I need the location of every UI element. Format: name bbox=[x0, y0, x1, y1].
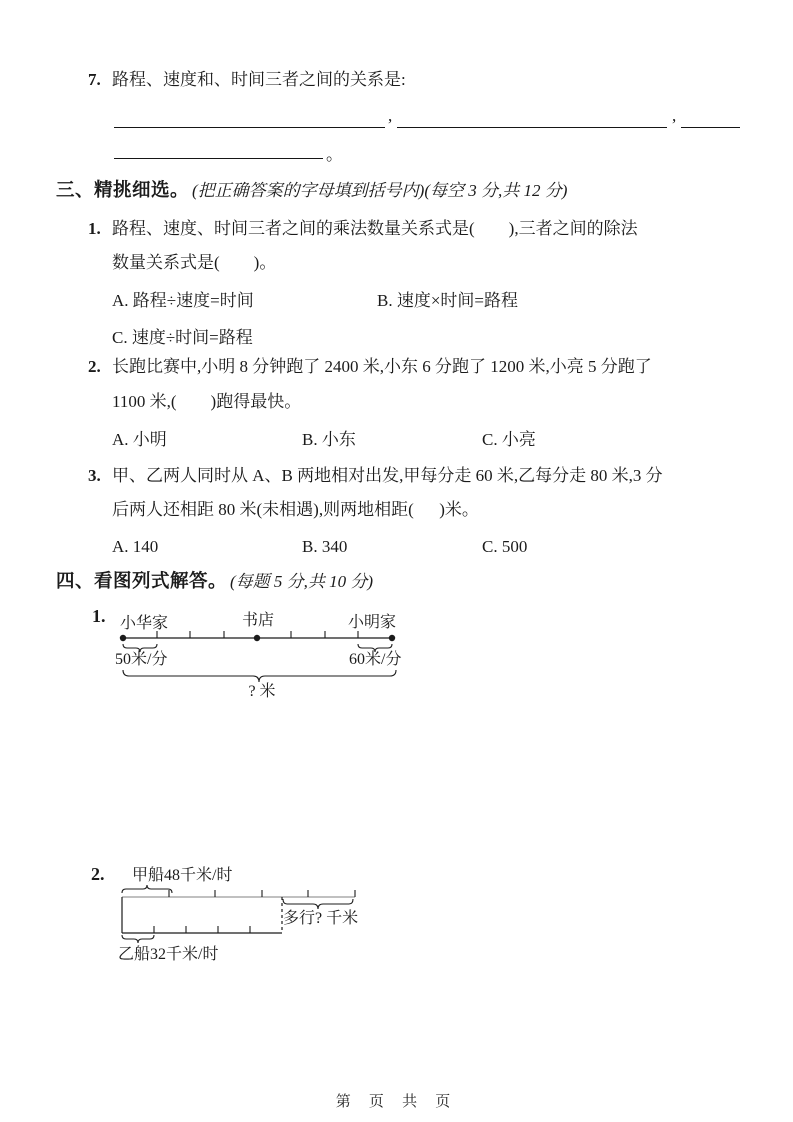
mc2-option-b: B. 小东 bbox=[302, 430, 356, 449]
diagram1-label-right: 小明家 bbox=[348, 614, 397, 631]
mc2-number: 2. bbox=[88, 357, 101, 376]
mc2-line2: 1100 米,( )跑得最快。 bbox=[112, 392, 302, 411]
mc3-option-a: A. 140 bbox=[112, 537, 159, 556]
ship-a-segment-brace bbox=[122, 885, 172, 893]
q7-period: 。 bbox=[326, 145, 343, 164]
ship-b-ticks bbox=[154, 926, 250, 933]
q7-text: 路程、速度和、时间三者之间的关系是: bbox=[112, 70, 406, 89]
diagram2-number: 2. bbox=[91, 864, 105, 884]
mc1-option-a: A. 路程÷速度=时间 bbox=[112, 291, 254, 310]
diagram1-number: 1. bbox=[92, 606, 106, 626]
diagram2-extra-label: 多行? 千米 bbox=[283, 910, 359, 927]
total-distance-brace bbox=[123, 670, 396, 682]
q7-comma-2: , bbox=[672, 106, 677, 125]
endpoint-dot-right bbox=[389, 635, 395, 641]
endpoint-dot-left bbox=[120, 635, 126, 641]
mc2-option-c: C. 小亮 bbox=[482, 430, 536, 449]
diagram1-label-left: 小华家 bbox=[120, 615, 169, 632]
q7-answer-blank-3 bbox=[681, 109, 740, 128]
mc3-option-c: C. 500 bbox=[482, 537, 528, 556]
mc1-option-b: B. 速度×时间=路程 bbox=[377, 291, 519, 310]
section3-title: 三、精挑细选。 bbox=[56, 179, 190, 200]
q7-number: 7. bbox=[88, 70, 101, 89]
section3-note: (把正确答案的字母填到括号内)(每空 3 分,共 12 分) bbox=[192, 181, 568, 200]
ship-a-ticks bbox=[169, 890, 355, 897]
mc2-line1: 长跑比赛中,小明 8 分钟跑了 2400 米,小东 6 分跑了 1200 米,小亮 5 分跑了 bbox=[112, 357, 652, 376]
distance-line-diagram bbox=[90, 600, 420, 700]
mc1-option-c: C. 速度÷时间=路程 bbox=[112, 328, 253, 347]
mc3-option-b: B. 340 bbox=[302, 537, 348, 556]
diagram1-speed-right: 60米/分 bbox=[349, 651, 402, 668]
page-footer: 第 页 共 页 bbox=[335, 1093, 458, 1110]
mc1-line1: 路程、速度、时间三者之间的乘法数量关系式是( ),三者之间的除法 bbox=[112, 219, 638, 238]
q7-comma-1: , bbox=[388, 106, 393, 125]
extra-distance-brace bbox=[283, 899, 353, 909]
mc3-line1: 甲、乙两人同时从 A、B 两地相对出发,甲每分走 60 米,乙每分走 80 米,3 分 bbox=[112, 466, 663, 485]
q7-answer-blank-4 bbox=[114, 140, 323, 159]
mc3-number: 3. bbox=[88, 466, 101, 485]
diagram1-speed-left: 50米/分 bbox=[115, 651, 168, 668]
mc2-option-a: A. 小明 bbox=[112, 430, 167, 449]
diagram2-ship-b-label: 乙船32千米/时 bbox=[118, 946, 219, 963]
q7-answer-blank-2 bbox=[397, 109, 667, 128]
mc1-number: 1. bbox=[88, 219, 101, 238]
mc3-line2: 后两人还相距 80 米(未相遇),则两地相距( )米。 bbox=[112, 500, 479, 519]
section4-note: (每题 5 分,共 10 分) bbox=[230, 572, 374, 591]
diagram2-ship-a-label: 甲船48千米/时 bbox=[132, 867, 233, 884]
q7-answer-blank-1 bbox=[114, 109, 385, 128]
bookstore-dot bbox=[254, 635, 260, 641]
section-header-3 bbox=[56, 176, 567, 202]
mc1-line2: 数量关系式是( )。 bbox=[112, 253, 277, 272]
diagram1-label-middle: 书店 bbox=[242, 612, 275, 629]
ship-b-segment-brace bbox=[122, 935, 154, 943]
tape-diagram bbox=[90, 855, 420, 965]
diagram1-total-label: ? 米 bbox=[248, 683, 276, 700]
section4-title: 四、看图列式解答。 bbox=[56, 570, 228, 591]
section-header-4 bbox=[56, 567, 373, 593]
